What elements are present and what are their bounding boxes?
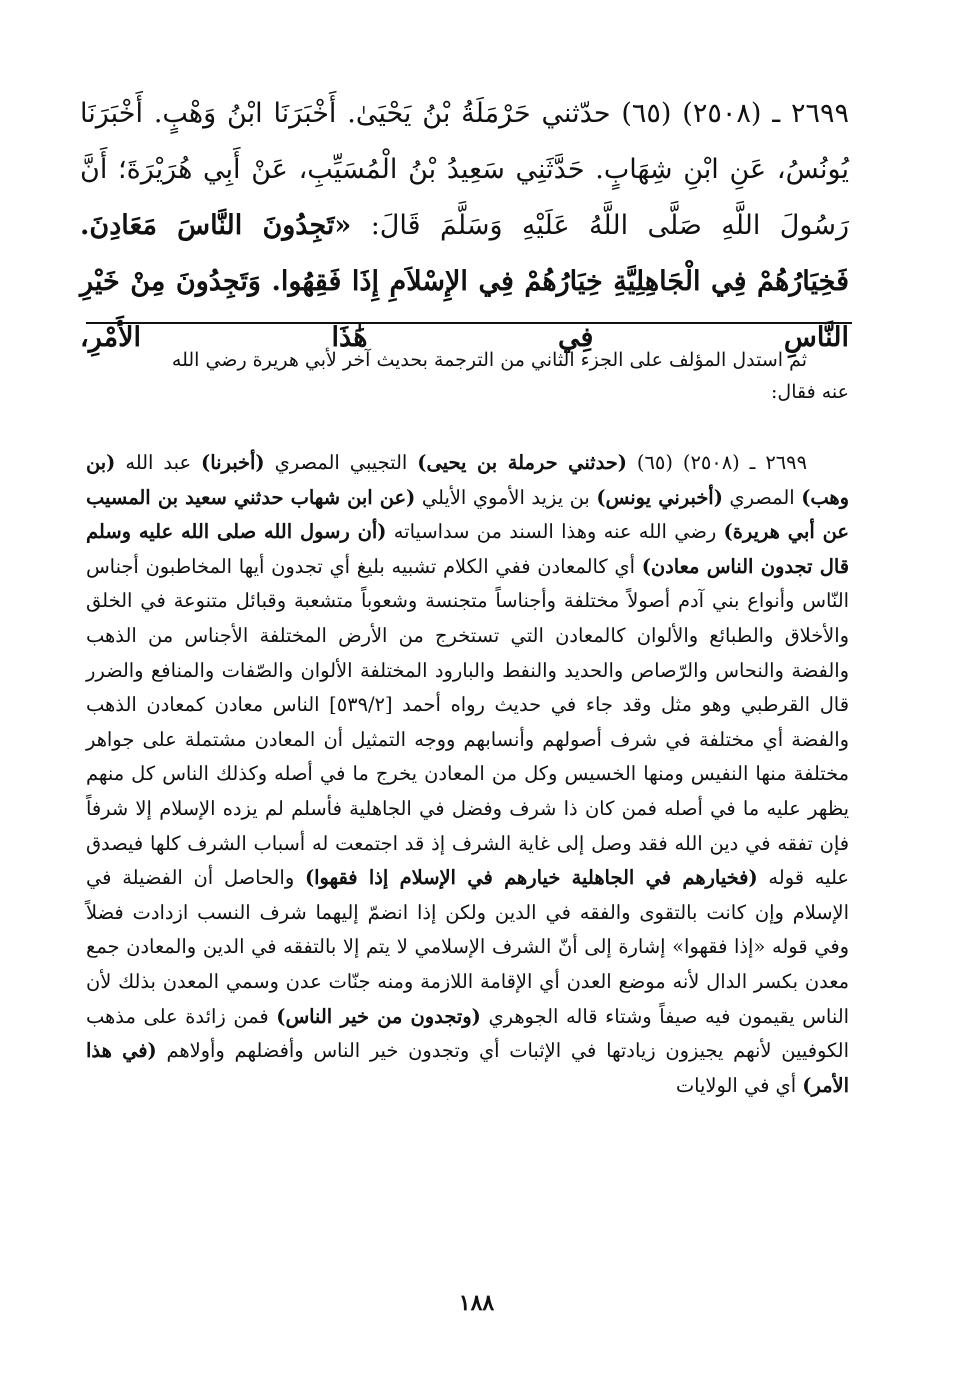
commentary-quote: (بن وهب) <box>86 451 849 509</box>
commentary-intro <box>86 344 849 408</box>
commentary-text <box>86 446 849 1103</box>
hadith-matn: «تَجِدُونَ النَّاسَ مَعَادِنَ. فَخِيَارُهُمْ فِي الْجَاهِلِيَّةِ خِيَارُهُمْ فِي الإِسْلاَمِ إِذَا فَقِهُوا. وَتَجِدُونَ مِنْ خَيْرِ النَّاسِ فِي هَٰذَا الأَمْرِ، <box>80 210 849 353</box>
commentary-segment: والحاصل أن الفضيلة في الإسلام وإن كانت بالتقوى والفقه في الدين ولكن إذا انضمّ إليهما شرف النسب ازدادت فضلاً وفي قوله «إذا فقهوا» إشارة إلى أنّ الشرف الإسلامي لا يتم إلا بالتفقه في الدين والمعادن جمع معدن بكسر الدال لأنه موضع العدن أي الإقامة اللازمة ومنه جنّات عدن وسمي المعدن بذلك لأن الناس يقيمون فيه صيفاً وشتاء قاله الجوهري <box>86 866 849 1028</box>
commentary-quote: (في هذا الأمر) <box>86 1039 849 1097</box>
page-number: ١٨٨ <box>458 1290 495 1316</box>
hadith-text <box>80 86 849 366</box>
intro-line: ثم استدل المؤلف على الجزء الثاني من الترجمة بحديث آخر لأبي هريرة رضي الله <box>171 349 807 371</box>
hadith-number: ٢٦٩٩ ـ (٢٥٠٨) (٦٥) <box>621 98 849 129</box>
intro-line: عنه فقال: <box>771 381 849 403</box>
commentary-quote: (عن ابن شهاب حدثني سعيد بن المسيب عن أبي هريرة) <box>86 485 849 544</box>
commentary-quote: (أخبرني يونس) <box>596 485 723 509</box>
commentary-quote: (فخيارهم في الجاهلية خيارهم في الإسلام إذا فقهوا) <box>304 866 758 890</box>
commentary-segment: أي كالمعادن ففي الكلام تشبيه بليغ أي تجدون أيها المخاطبون أجناس النّاس وأنواع بني آدم أصولاً مختلفة وأجناساً متجنسة وشعوباً متشعبة وقبائل متنوعة في الخلق والأخلاق والطبائع والألوان كالمعادن التي تستخرج من الأرض المختلفة الأجناس من الذهب والفضة والنحاس والرّصاص والحديد والنفط والبارود المختلفة الألوان والصّفات والمنافع والضرر قال القرطبي وهو مثل وقد جاء في حديث رواه أحمد [٥٣٩/٢] الناس معادن كمعادن الذهب والفضة أي مختلفة في شرف أصولهم وأنسابهم ووجه التمثيل أن المعادن مشتملة على جواهر مختلفة منها النفيس ومنها الخسيس وكل من المعادن يخرج ما في أصله وكذلك الناس كل منهم يظهر عليه ما في أصله فمن كان ذا شرف وفضل في الجاهلية فأسلم لم يزده الإسلام إلا شرفاً فإن تفقه في دين الله فقد وصل إلى غاية الشرف إذ قد اجتمعت له أسباب الشرف كلها فيصدق عليه قوله <box>86 554 849 890</box>
commentary-paragraph <box>86 446 849 1103</box>
commentary-segment: بن يزيد الأموي الأيلي <box>415 485 597 509</box>
commentary-segment: المصري <box>722 485 802 509</box>
commentary-segment: عبد الله <box>115 451 202 474</box>
commentary-quote: (أن رسول الله صلى الله عليه وسلم قال تجدون الناس معادن) <box>86 520 850 578</box>
commentary-segment: فمن زائدة على مذهب الكوفيين لأنهم يجيزون زيادتها في الإثبات أي وتجدون خير الناس وأفضلهم وأولاهم <box>86 1004 849 1063</box>
commentary-quote: (حدثني حرملة بن يحيى) <box>417 451 627 474</box>
commentary-segment: ٢٦٩٩ ـ (٢٥٠٨) (٦٥) <box>626 451 808 474</box>
commentary-segment: رضي الله عنه وهذا السند من سداسياته <box>386 520 724 544</box>
commentary-quote: (أخبرنا) <box>201 451 265 474</box>
commentary-segment: التجيبي المصري <box>264 451 418 474</box>
hadith-isnad: حدّثني حَرْمَلَةُ بْنُ يَحْيَىٰ. أَخْبَرَنَا ابْنُ وَهْبٍ. أَخْبَرَنَا يُونُسُ، عَنِ ابْنِ شِهَابٍ. حَدَّثَنِي سَعِيدُ بْنُ الْمُسَيِّبِ، عَنْ أَبِي هُرَيْرَةَ؛ أَنَّ رَسُولَ اللَّهِ صَلَّى اللَّهُ عَلَيْهِ وَسَلَّمَ قَالَ: <box>80 98 850 241</box>
commentary-quote: (وتجدون من خير الناس) <box>276 1004 481 1028</box>
footnote-divider <box>86 322 852 324</box>
commentary-segment: أي في الولايات <box>675 1073 803 1097</box>
